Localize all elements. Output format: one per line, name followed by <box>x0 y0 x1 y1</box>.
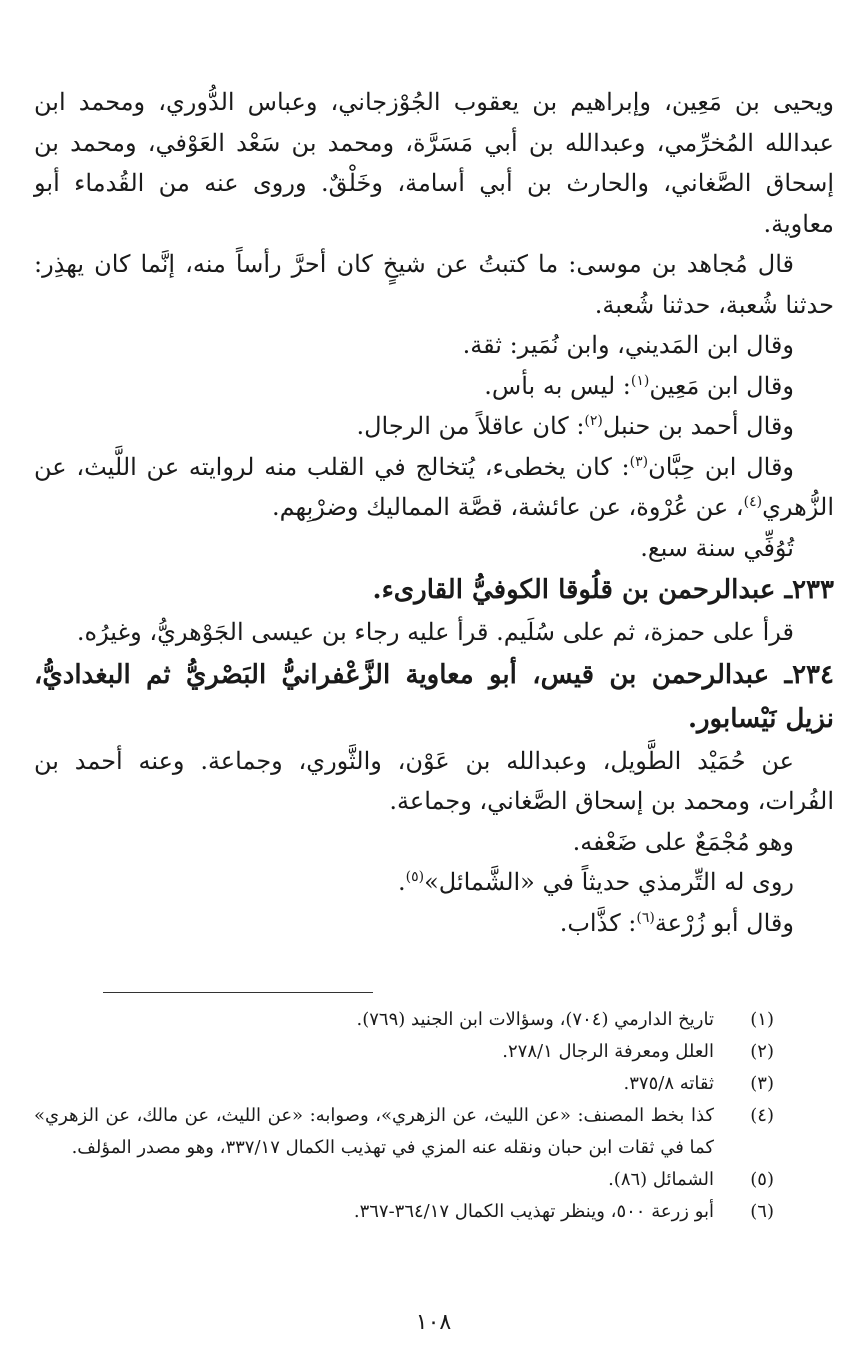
footnote-text: تاريخ الدارمي (٧٠٤)، وسؤالات ابن الجنيد (٧٦٩). <box>356 1009 714 1030</box>
footnote-ref: (٤) <box>743 494 763 510</box>
footnote-ref: (٥) <box>405 869 425 885</box>
entry-heading-233 <box>34 568 834 612</box>
text-segment: وقال ابن حِبَّان <box>648 452 795 481</box>
entry-title: ـ عبدالرحمن بن قلُوقا الكوفيُّ القارىء. <box>372 575 793 605</box>
page-number: ١٠٨ <box>415 1310 452 1335</box>
paragraph-ibn-hibban <box>34 447 834 528</box>
paragraph-entry233: قرأ على حمزة، ثم على سُلَيم. قرأ عليه رجاء بن عيسى الجَوْهريُّ، وغيرُه. <box>76 618 794 646</box>
paragraph-ibn-main <box>34 366 834 407</box>
text-segment: : كان عاقلاً من الرجال. <box>356 412 585 440</box>
text-segment: : كذَّاب. <box>559 908 637 937</box>
paragraph-entry234: عن حُمَيْد الطَّويل، وعبدالله بن عَوْن، والثَّوري، وجماعة. وعنه أحمد بن الفُرات، ومحمد بن إسحاق الصَّغاني، وجماعة. <box>34 746 834 815</box>
text-segment: وقال ابن مَعِين <box>649 371 794 400</box>
footnote-ref: (٦) <box>636 909 655 926</box>
entry-number: ٢٣٤ <box>792 659 834 690</box>
footnote-text: العلل ومعرفة الرجال ٢٧٨/١. <box>502 1041 714 1062</box>
text-segment: وقال أحمد بن حنبل <box>602 412 794 440</box>
footnote-ref: (٢) <box>584 413 603 429</box>
footnote-text: الشمائل (٨٦). <box>608 1169 714 1190</box>
footnote-number: (٥) <box>750 1169 774 1190</box>
footnote-text: أبو زرعة ٥٠٠، وينظر تهذيب الكمال ٣٦٤/١٧-٣٦٧. <box>353 1201 714 1222</box>
footnote-text: كذا بخط المصنف: «عن الليث، عن الزهري»، وصوابه: «عن الليث، عن مالك، عن الزهري» كما في ثقات ابن حبان ونقله عنه المزي في تهذيب الكمال ٣٣٧/١٧، وهو مصدر المؤلف. <box>34 1105 714 1158</box>
text-segment: روى له التِّرمذي حديثاً في «الشَّمائل» <box>424 868 794 896</box>
paragraph-mujahid: قال مُجاهد بن موسى: ما كتبتُ عن شيخٍ كان أحرَّ رأساً منه، إنَّما كان يهذِر: حدثنا شُعبة، حدثنا شُعبة. <box>34 250 834 319</box>
entry-heading-234 <box>34 653 834 741</box>
text-segment: . <box>397 868 406 896</box>
footnote-number: (٣) <box>750 1073 774 1094</box>
paragraph-weakness: وهو مُجْمَعٌ على ضَعْفه. <box>572 827 794 856</box>
text-segment: : كان يخطىء، يُتخالج في القلب منه لروايته عن اللَّيث، عن الزُّهري <box>34 452 834 521</box>
entry-number: ٢٣٣ <box>792 575 834 605</box>
footnote-number: (٦) <box>750 1201 774 1222</box>
main-text <box>34 82 834 943</box>
footnote-item <box>34 1004 774 1036</box>
footnote-item <box>34 1164 774 1196</box>
paragraph-ibn-madini: وقال ابن المَديني، وابن نُمَير: ثقة. <box>462 331 794 359</box>
footnote-item <box>34 1036 774 1068</box>
paragraph-ahmad <box>34 406 834 447</box>
paragraph-tirmidhi <box>34 862 834 903</box>
footnote-number: (٤) <box>750 1105 774 1126</box>
entry-title: ـ عبدالرحمن بن قيس، أبو معاوية الزَّعْفرانيُّ البَصْريُّ ثم البغداديُّ، نزيل نَيْسابور. <box>34 659 834 734</box>
paragraph-narrators: ويحيى بن مَعِين، وإبراهيم بن يعقوب الجُوْزجاني، وعباس الدُّوري، ومحمد ابن عبدالله المُخرِّمي، وعبدالله بن أبي مَسَرَّة، ومحمد بن سَعْد العَوْفي، ومحمد بن إسحاق الصَّغاني، والحارث بن أبي أسامة، وخَلْقٌ. وروى عنه من القُدماء أبو معاوية. <box>34 88 834 238</box>
text-segment: وقال أبو زُرْعة <box>654 908 794 937</box>
footnote-number: (٢) <box>750 1041 774 1062</box>
paragraph-abu-zura <box>34 903 834 944</box>
text-segment: : ليس به بأس. <box>484 371 631 400</box>
footnote-text: ثقاته ٣٧٥/٨. <box>623 1073 714 1094</box>
footnotes <box>34 1004 774 1228</box>
footnote-item <box>34 1100 774 1164</box>
footnote-ref: (١) <box>630 372 650 389</box>
footnote-number: (١) <box>750 1009 774 1030</box>
footnote-item <box>34 1068 774 1100</box>
footnote-ref: (٣) <box>629 453 649 470</box>
footnote-item <box>34 1196 774 1228</box>
paragraph-death: تُوُفِّي سنة سبع. <box>640 533 794 562</box>
text-segment: ، عن عُرْوة، عن عائشة، قصَّة المماليك وضرْبِهم. <box>271 493 744 521</box>
footnote-separator <box>103 992 373 993</box>
